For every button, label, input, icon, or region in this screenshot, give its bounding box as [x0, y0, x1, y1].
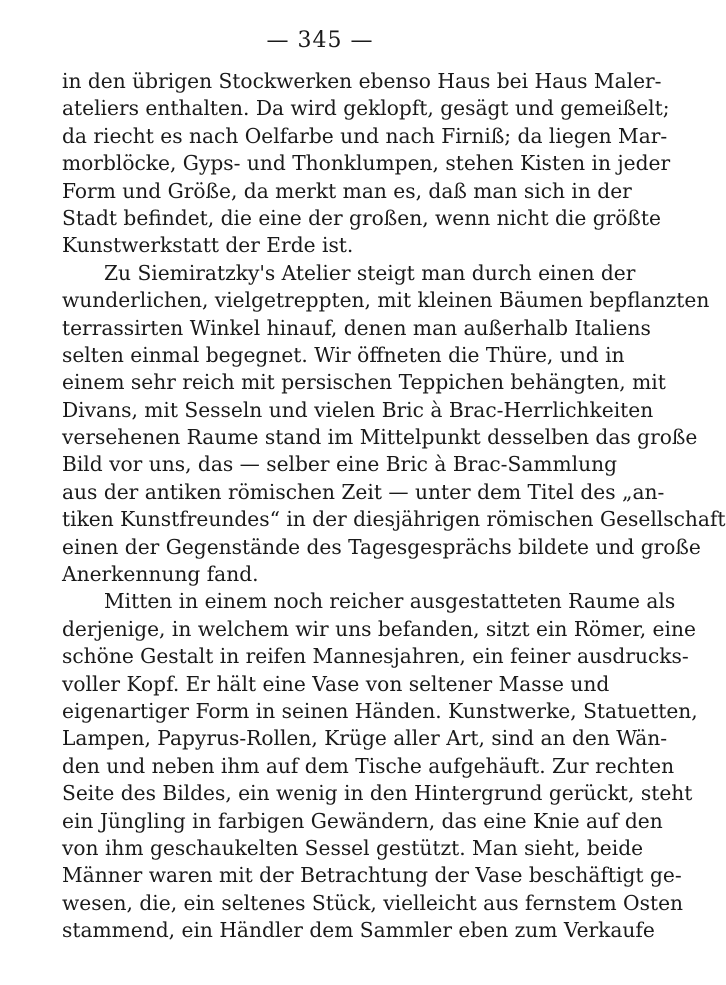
text-line: stammend, ein Händler dem Sammler eben zum Verkaufe [62, 918, 655, 943]
text-line: morblöcke, Gyps- und Thonklumpen, stehen Kisten in jeder [62, 151, 671, 176]
text-line: terrassirten Winkel hinauf, denen man außerhalb Italiens [62, 315, 651, 340]
page-number: — 345 — [266, 28, 374, 53]
text-line: Form und Größe, da merkt man es, daß man sich in der [62, 178, 632, 203]
paragraph [62, 260, 726, 589]
text-line: Zu Siemiratzky's Atelier steigt man durch einen der [104, 260, 636, 285]
text-line: schöne Gestalt in reifen Mannesjahren, ein feiner ausdrucks- [62, 644, 689, 669]
text-line: Männer waren mit der Betrachtung der Vase beschäftigt ge- [62, 863, 682, 888]
text-line: Divans, mit Sesseln und vielen Bric à Brac-Herrlichkeiten [62, 397, 654, 422]
text-line: Stadt befindet, die eine der großen, wenn nicht die größte [62, 205, 661, 230]
body-text [62, 68, 726, 945]
text-line: Seite des Bildes, ein wenig in den Hintergrund gerückt, steht [62, 781, 693, 806]
text-line: da riecht es nach Oelfarbe und nach Firniß; da liegen Mar- [62, 123, 668, 148]
text-line: tiken Kunstfreundes“ in der diesjährigen römischen Gesellschaft [62, 507, 726, 532]
text-line: einem sehr reich mit persischen Teppichen behängten, mit [62, 370, 666, 395]
text-line: Kunstwerkstatt der Erde ist. [62, 233, 354, 258]
text-line: wesen, die, ein seltenes Stück, vielleicht aus fernstem Osten [62, 890, 684, 915]
text-line: einen der Gegenstände des Tagesgesprächs bildete und große [62, 534, 701, 559]
text-line: von ihm geschaukelten Sessel gestützt. Man sieht, beide [62, 835, 644, 860]
text-line: wunderlichen, vielgetreppten, mit kleinen Bäumen bepflanzten [62, 288, 710, 313]
text-line: Lampen, Papyrus-Rollen, Krüge aller Art, sind an den Wän- [62, 726, 668, 751]
paragraph [62, 588, 698, 944]
paragraph [62, 68, 671, 260]
text-line: versehenen Raume stand im Mittelpunkt desselben das große [62, 425, 698, 450]
text-line: aus der antiken römischen Zeit — unter dem Titel des „an- [62, 479, 665, 504]
text-line: den und neben ihm auf dem Tische aufgehäuft. Zur rechten [62, 753, 675, 778]
text-line: Bild vor uns, das — selber eine Bric à Brac-Sammlung [62, 452, 618, 477]
text-line: Anerkennung fand. [62, 562, 259, 587]
text-line: in den übrigen Stockwerken ebenso Haus bei Haus Maler- [62, 69, 662, 93]
text-line: voller Kopf. Er hält eine Vase von seltener Masse und [62, 671, 610, 696]
text-line: derjenige, in welchem wir uns befanden, sitzt ein Römer, eine [62, 616, 696, 641]
text-line: ateliers enthalten. Da wird geklopft, gesägt und gemeißelt; [62, 96, 670, 121]
text-line: eigenartiger Form in seinen Händen. Kunstwerke, Statuetten, [62, 698, 698, 723]
text-line: Mitten in einem noch reicher ausgestatteten Raume als [104, 589, 676, 614]
text-line: ein Jüngling in farbigen Gewändern, das eine Knie auf den [62, 808, 663, 833]
text-line: selten einmal begegnet. Wir öffneten die Thüre, und in [62, 342, 625, 367]
